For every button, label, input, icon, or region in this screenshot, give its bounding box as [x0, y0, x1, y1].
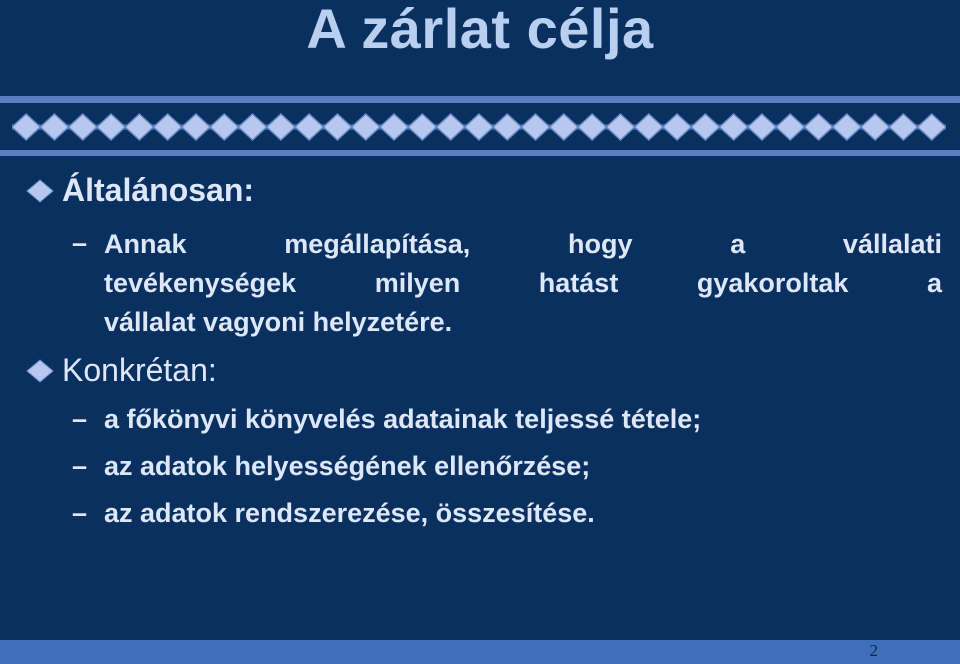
diamond-shape [804, 114, 832, 140]
page-number: 2 [869, 641, 878, 660]
diamond-shape [889, 114, 917, 140]
diamond-shape [635, 114, 663, 140]
slide-title: A zárlat célja [306, 0, 654, 60]
paragraph-line: tevékenységek milyen hatást gyakoroltak a [104, 268, 942, 298]
paragraph-line: vállalat vagyoni helyzetére. [104, 307, 453, 337]
diamond-shape [918, 114, 946, 140]
diamond-shape [521, 114, 549, 140]
diamond-shape [833, 114, 861, 140]
diamond-shape [861, 114, 889, 140]
diamond-shape [352, 114, 380, 140]
diamond-shape [295, 114, 323, 140]
diamond-shape [578, 114, 606, 140]
sub-item: az adatok rendszerezése, összesítése. [104, 498, 595, 528]
diamond-shape [465, 114, 493, 140]
diamond-shape [691, 114, 719, 140]
sub-item-paragraph [104, 225, 942, 342]
sub-item: az adatok helyességének ellenőrzése; [104, 451, 591, 481]
diamond-shape [40, 114, 68, 140]
dash-icon: – [72, 404, 88, 434]
diamond-shape [720, 114, 748, 140]
sub-item: a főkönyvi könyvelés adatainak teljessé tétele; [104, 404, 702, 434]
diamond-shape [748, 114, 776, 140]
footer-bar [0, 640, 960, 664]
diamond-shape [663, 114, 691, 140]
diamond-shape [437, 114, 465, 140]
diamond-shape [210, 114, 238, 140]
diamond-shape [493, 114, 521, 140]
bullet-generally [26, 172, 254, 209]
diamond-shape [550, 114, 578, 140]
diamond-shape [69, 114, 97, 140]
diamond-shape [182, 114, 210, 140]
diamond-shape [606, 114, 634, 140]
diamond-shape [154, 114, 182, 140]
bullet-heading: Konkrétan: [62, 352, 217, 388]
diamond-shape [125, 114, 153, 140]
diamond-shape [97, 114, 125, 140]
paragraph-line: Annak megállapítása, hogy a vállalati [104, 229, 942, 259]
diamond-bullet-icon [26, 179, 54, 203]
diamond-shape [380, 114, 408, 140]
dash-icon: – [72, 228, 88, 258]
diamond-shape [238, 114, 266, 140]
dash-icon: – [72, 498, 88, 528]
header-band-bottom [0, 150, 960, 156]
diamond-shape [12, 114, 40, 140]
diamond-pattern-strip [12, 112, 946, 142]
diamond-shape [776, 114, 804, 140]
header-band-top [0, 96, 960, 103]
diamond-shape [323, 114, 351, 140]
diamond-shape [267, 114, 295, 140]
diamond-shape [408, 114, 436, 140]
bullet-specifically [26, 352, 217, 389]
bullet-heading: Általánosan: [62, 172, 255, 208]
dash-icon: – [72, 451, 88, 481]
diamond-bullet-icon [26, 359, 54, 383]
